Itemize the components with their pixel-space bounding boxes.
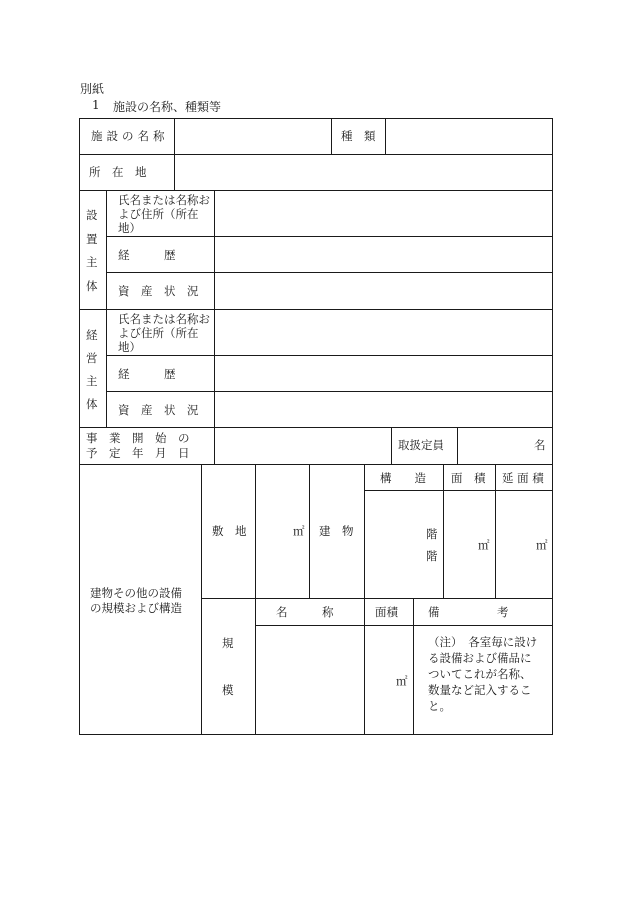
- capacity-label: 取扱定員: [398, 438, 444, 452]
- start-date-label-line2: 予 定 年 月 日: [86, 446, 190, 460]
- facility-name-label: 施設の名称: [91, 129, 169, 143]
- site-unit: ㎡: [293, 524, 305, 538]
- floor-label: 階: [426, 527, 438, 541]
- operator-assets-label: 資 産 状 況: [118, 403, 199, 417]
- total-area-unit: ㎡: [536, 538, 548, 552]
- remarks-header: 備 考: [428, 605, 509, 619]
- equipment-area-unit: ㎡: [396, 674, 408, 688]
- scale-label-char: 規: [222, 636, 234, 650]
- total-area-header: 延 面 積: [502, 471, 544, 485]
- floor-label: 階: [426, 549, 438, 563]
- building-label: 建 物: [319, 524, 354, 538]
- establisher-history-label: 経 歴: [118, 248, 176, 262]
- operator-name-address-label: 氏名または名称および住所（所在地）: [118, 312, 210, 354]
- operator-char: 経: [86, 328, 98, 342]
- establisher-name-address-label: 氏名または名称および住所（所在地）: [118, 193, 210, 235]
- establisher-char: 体: [86, 279, 98, 293]
- area-header: 面 積: [451, 471, 486, 485]
- operator-history-label: 経 歴: [118, 367, 176, 381]
- location-label: 所 在 地: [89, 165, 147, 179]
- facilities-label-line1: 建物その他の設備: [90, 586, 182, 600]
- attachment-label: 別紙: [80, 82, 105, 96]
- scale-label-char: 模: [222, 683, 234, 697]
- site-label: 敷 地: [212, 524, 247, 538]
- remarks-note: （注） 各室毎に設ける設備および備品についてこれが名称、数量など記入すること。: [428, 635, 538, 713]
- establisher-assets-label: 資 産 状 況: [118, 284, 199, 298]
- section-title: 施設の名称、種類等: [113, 100, 222, 114]
- establisher-char: 置: [86, 232, 98, 246]
- capacity-unit: 名: [534, 438, 546, 452]
- start-date-label-line1: 事 業 開 始 の: [86, 431, 190, 445]
- structure-header: 構 造: [380, 471, 426, 485]
- operator-char: 主: [86, 374, 98, 388]
- operator-char: 営: [86, 351, 98, 365]
- establisher-char: 設: [86, 208, 98, 222]
- equipment-name-header: 名 称: [276, 605, 334, 619]
- area-unit: ㎡: [478, 538, 490, 552]
- facilities-label-line2: の規模および構造: [90, 601, 182, 615]
- section-number: 1: [92, 98, 100, 112]
- establisher-char: 主: [86, 255, 98, 269]
- operator-char: 体: [86, 397, 98, 411]
- type-label: 種 類: [341, 129, 376, 143]
- equipment-area-header: 面積: [375, 605, 398, 619]
